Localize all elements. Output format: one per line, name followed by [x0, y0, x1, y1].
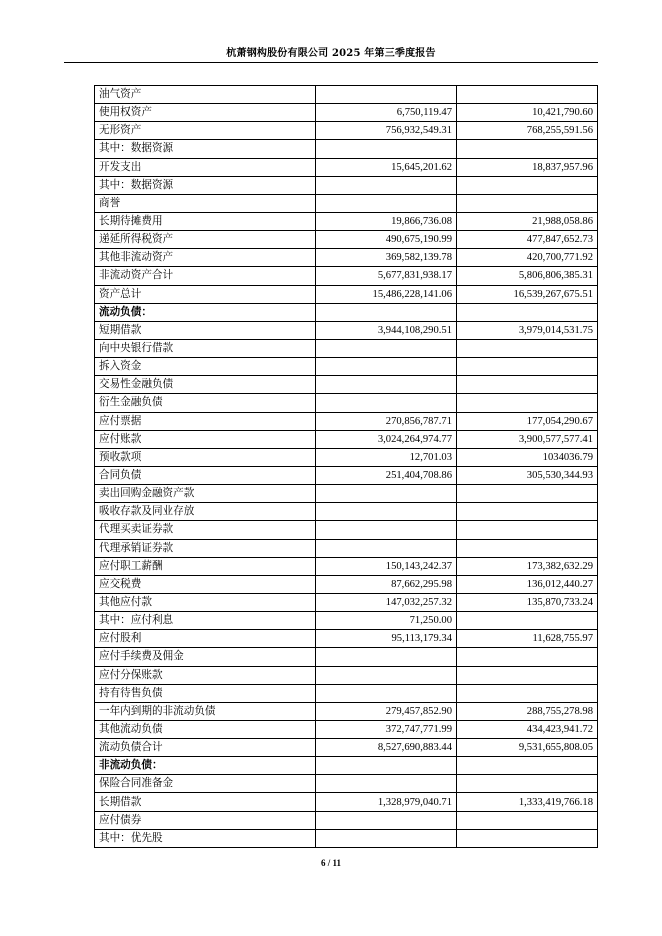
prior-year-end-value — [457, 86, 598, 104]
table-row — [95, 612, 598, 630]
period-end-value: 5,677,831,938.17 — [316, 267, 457, 285]
row-label: 保险合同准备金 — [95, 775, 316, 793]
period-end-value — [316, 775, 457, 793]
period-end-value — [316, 539, 457, 557]
prior-year-end-value — [457, 612, 598, 630]
table-row — [95, 666, 598, 684]
row-label: 应付账款 — [95, 430, 316, 448]
table-row — [95, 86, 598, 104]
period-end-value — [316, 140, 457, 158]
period-end-value — [316, 757, 457, 775]
table-row — [95, 212, 598, 230]
table-row — [95, 720, 598, 738]
table-row — [95, 321, 598, 339]
row-label: 拆入资金 — [95, 358, 316, 376]
table-row — [95, 285, 598, 303]
prior-year-end-value: 477,847,652.73 — [457, 231, 598, 249]
period-end-value: 95,113,179.34 — [316, 630, 457, 648]
prior-year-end-value: 18,837,957.96 — [457, 158, 598, 176]
period-end-value — [316, 503, 457, 521]
period-end-value: 3,944,108,290.51 — [316, 321, 457, 339]
period-end-value: 15,645,201.62 — [316, 158, 457, 176]
period-end-value — [316, 194, 457, 212]
row-label: 应付票据 — [95, 412, 316, 430]
table-row — [95, 593, 598, 611]
prior-year-end-value — [457, 194, 598, 212]
table-row — [95, 466, 598, 484]
prior-year-end-value — [457, 757, 598, 775]
prior-year-end-value — [457, 394, 598, 412]
row-label: 其他应付款 — [95, 593, 316, 611]
table-row — [95, 448, 598, 466]
period-end-value: 147,032,257.32 — [316, 593, 457, 611]
prior-year-end-value: 420,700,771.92 — [457, 249, 598, 267]
row-label: 衍生金融负债 — [95, 394, 316, 412]
table-row — [95, 176, 598, 194]
period-end-value: 369,582,139.78 — [316, 249, 457, 267]
table-row — [95, 684, 598, 702]
prior-year-end-value — [457, 140, 598, 158]
table-row — [95, 394, 598, 412]
row-label: 资产总计 — [95, 285, 316, 303]
table-row — [95, 376, 598, 394]
table-row — [95, 122, 598, 140]
period-end-value — [316, 339, 457, 357]
row-label: 吸收存款及同业存放 — [95, 503, 316, 521]
prior-year-end-value: 768,255,591.56 — [457, 122, 598, 140]
row-label: 无形资产 — [95, 122, 316, 140]
table-row — [95, 557, 598, 575]
row-label: 应付职工薪酬 — [95, 557, 316, 575]
prior-year-end-value: 1,333,419,766.18 — [457, 793, 598, 811]
prior-year-end-value: 9,531,655,808.05 — [457, 739, 598, 757]
row-label: 其中：数据资源 — [95, 176, 316, 194]
row-label: 非流动资产合计 — [95, 267, 316, 285]
prior-year-end-value — [457, 303, 598, 321]
table-row — [95, 739, 598, 757]
table-row — [95, 775, 598, 793]
prior-year-end-value — [457, 648, 598, 666]
table-row — [95, 158, 598, 176]
table-row — [95, 702, 598, 720]
row-label: 长期借款 — [95, 793, 316, 811]
table-row — [95, 793, 598, 811]
row-label: 开发支出 — [95, 158, 316, 176]
period-end-value — [316, 176, 457, 194]
period-end-value: 6,750,119.47 — [316, 104, 457, 122]
row-label: 其他流动负债 — [95, 720, 316, 738]
row-label: 向中央银行借款 — [95, 339, 316, 357]
row-label: 其他非流动资产 — [95, 249, 316, 267]
row-label: 代理承销证券款 — [95, 539, 316, 557]
period-end-value: 490,675,190.99 — [316, 231, 457, 249]
period-end-value — [316, 811, 457, 829]
prior-year-end-value: 135,870,733.24 — [457, 593, 598, 611]
row-label: 持有待售负债 — [95, 684, 316, 702]
row-label: 递延所得税资产 — [95, 231, 316, 249]
period-end-value: 372,747,771.99 — [316, 720, 457, 738]
row-label: 流动负债合计 — [95, 739, 316, 757]
period-end-value: 87,662,295.98 — [316, 575, 457, 593]
row-label: 短期借款 — [95, 321, 316, 339]
balance-sheet-table — [94, 85, 598, 848]
table-row — [95, 630, 598, 648]
prior-year-end-value — [457, 503, 598, 521]
prior-year-end-value: 10,421,790.60 — [457, 104, 598, 122]
prior-year-end-value — [457, 176, 598, 194]
period-end-value: 12,701.03 — [316, 448, 457, 466]
row-label: 油气资产 — [95, 86, 316, 104]
table-row — [95, 412, 598, 430]
row-label: 应付分保账款 — [95, 666, 316, 684]
row-label: 应付债券 — [95, 811, 316, 829]
period-end-value — [316, 666, 457, 684]
period-end-value — [316, 684, 457, 702]
header-divider — [64, 62, 598, 63]
table-row — [95, 358, 598, 376]
prior-year-end-value: 173,382,632.29 — [457, 557, 598, 575]
section-label: 流动负债： — [95, 303, 316, 321]
prior-year-end-value: 305,530,344.93 — [457, 466, 598, 484]
table-row — [95, 104, 598, 122]
period-end-value — [316, 376, 457, 394]
prior-year-end-value: 434,423,941.72 — [457, 720, 598, 738]
table-row — [95, 648, 598, 666]
prior-year-end-value — [457, 829, 598, 847]
period-end-value: 71,250.00 — [316, 612, 457, 630]
prior-year-end-value: 3,900,577,577.41 — [457, 430, 598, 448]
prior-year-end-value: 136,012,440.27 — [457, 575, 598, 593]
prior-year-end-value — [457, 521, 598, 539]
prior-year-end-value — [457, 339, 598, 357]
period-end-value: 15,486,228,141.06 — [316, 285, 457, 303]
prior-year-end-value: 3,979,014,531.75 — [457, 321, 598, 339]
table-row — [95, 430, 598, 448]
period-end-value — [316, 303, 457, 321]
row-label: 应付股利 — [95, 630, 316, 648]
period-end-value — [316, 394, 457, 412]
prior-year-end-value: 16,539,267,675.51 — [457, 285, 598, 303]
row-label: 交易性金融负债 — [95, 376, 316, 394]
table-row — [95, 503, 598, 521]
report-header-title: 杭萧钢构股份有限公司 2025 年第三季度报告 — [226, 48, 436, 59]
period-end-value: 150,143,242.37 — [316, 557, 457, 575]
prior-year-end-value — [457, 666, 598, 684]
prior-year-end-value: 21,988,058.86 — [457, 212, 598, 230]
table-row — [95, 811, 598, 829]
table-row — [95, 575, 598, 593]
row-label: 使用权资产 — [95, 104, 316, 122]
row-label: 商誉 — [95, 194, 316, 212]
period-end-value: 19,866,736.08 — [316, 212, 457, 230]
period-end-value: 270,856,787.71 — [316, 412, 457, 430]
prior-year-end-value: 177,054,290.67 — [457, 412, 598, 430]
prior-year-end-value — [457, 775, 598, 793]
balance-sheet-body — [95, 86, 598, 848]
row-label: 预收款项 — [95, 448, 316, 466]
row-label: 应付手续费及佣金 — [95, 648, 316, 666]
prior-year-end-value — [457, 485, 598, 503]
period-end-value — [316, 521, 457, 539]
prior-year-end-value — [457, 376, 598, 394]
period-end-value: 3,024,264,974.77 — [316, 430, 457, 448]
row-label: 长期待摊费用 — [95, 212, 316, 230]
table-row — [95, 339, 598, 357]
period-end-value — [316, 358, 457, 376]
table-row — [95, 231, 598, 249]
prior-year-end-value: 288,755,278.98 — [457, 702, 598, 720]
prior-year-end-value: 5,806,806,385.31 — [457, 267, 598, 285]
prior-year-end-value — [457, 811, 598, 829]
prior-year-end-value: 1034036.79 — [457, 448, 598, 466]
period-end-value: 756,932,549.31 — [316, 122, 457, 140]
period-end-value: 251,404,708.86 — [316, 466, 457, 484]
table-row — [95, 485, 598, 503]
table-row — [95, 829, 598, 847]
period-end-value: 279,457,852.90 — [316, 702, 457, 720]
table-row — [95, 194, 598, 212]
row-label: 卖出回购金融资产款 — [95, 485, 316, 503]
table-row — [95, 140, 598, 158]
row-label: 合同负债 — [95, 466, 316, 484]
period-end-value — [316, 485, 457, 503]
period-end-value — [316, 648, 457, 666]
prior-year-end-value — [457, 684, 598, 702]
period-end-value — [316, 829, 457, 847]
prior-year-end-value: 11,628,755.97 — [457, 630, 598, 648]
table-row — [95, 249, 598, 267]
table-row — [95, 521, 598, 539]
row-label: 代理买卖证券款 — [95, 521, 316, 539]
section-header-row — [95, 757, 598, 775]
row-label: 应交税费 — [95, 575, 316, 593]
row-label: 其中：优先股 — [95, 829, 316, 847]
row-label: 其中：数据资源 — [95, 140, 316, 158]
prior-year-end-value — [457, 358, 598, 376]
page-number: 6 / 11 — [320, 858, 341, 868]
prior-year-end-value — [457, 539, 598, 557]
period-end-value: 8,527,690,883.44 — [316, 739, 457, 757]
row-label: 一年内到期的非流动负债 — [95, 702, 316, 720]
table-row — [95, 539, 598, 557]
table-row — [95, 267, 598, 285]
section-header-row — [95, 303, 598, 321]
period-end-value — [316, 86, 457, 104]
period-end-value: 1,328,979,040.71 — [316, 793, 457, 811]
row-label: 其中：应付利息 — [95, 612, 316, 630]
section-label: 非流动负债： — [95, 757, 316, 775]
